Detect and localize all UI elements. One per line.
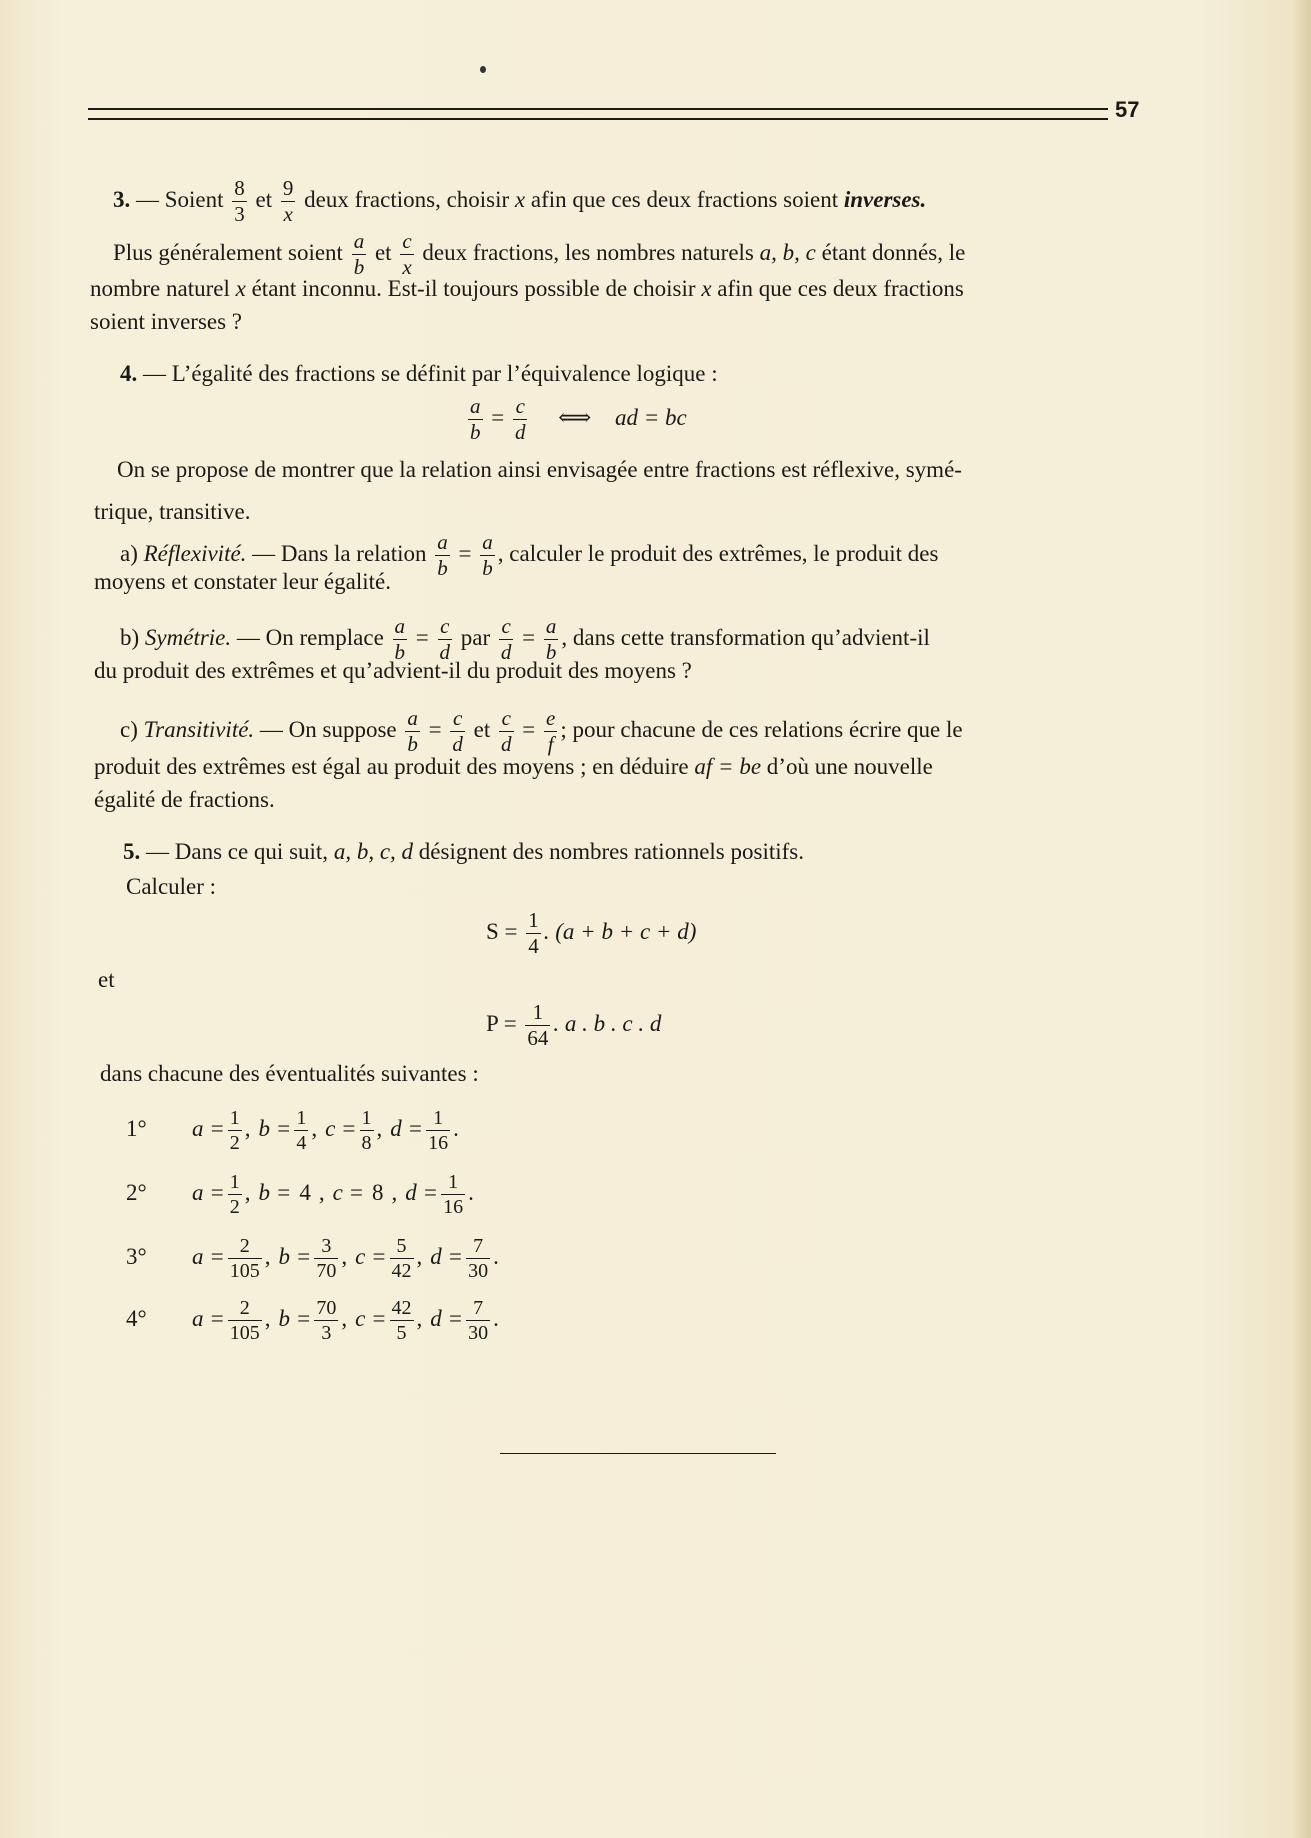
ex4-equivalence: $\frac{a}{b}$ = $\frac{c}{d}$ ⟺ ad = bc [470,394,687,444]
case-row: 3° a = $\frac{2}{105}$ , b = $\frac{3}{70}$ , c = $\frac{5}{42}$ , d = $\frac{7}{30}$ . [126,1235,499,1282]
fraction-a-b: $\frac{a}{b}$ [353,229,365,279]
fraction: $\frac{7}{30}$ [468,1235,489,1282]
ink-speck [480,66,486,73]
fraction-9-x: $\frac{9}{x}$ [282,176,294,226]
end-rule [500,1453,776,1454]
fraction-8-3: $\frac{8}{3}$ [234,176,245,226]
ex5-formula-S: S = $\frac{1}{4}$ . (a + b + c + d) [486,908,697,958]
ex5-et: et [98,967,115,992]
fraction-c-x: $\frac{c}{x}$ [402,229,412,279]
fraction: $\frac{1}{2}$ [229,1107,240,1154]
case-row: 2° a = $\frac{1}{2}$ , b = 4 , c = 8 , d = $\frac{1}{16}$ . [126,1171,474,1218]
fraction: $\frac{1}{8}$ [361,1107,372,1154]
ex4-b-line2: du produit des extrêmes et qu’advient-il du produit des moyens ? [94,658,692,683]
case-label: 4° [126,1305,147,1331]
ex5-line1: 5. — Dans ce qui suit, a, b, c, d désignent des nombres rationnels positifs. [123,839,804,864]
fraction: $\frac{2}{105}$ [229,1297,260,1344]
fraction: $\frac{1}{16}$ [443,1171,464,1218]
fraction: $\frac{2}{105}$ [229,1235,260,1282]
ex4-c-line2: produit des extrêmes est égal au produit des moyens ; en déduire af = be d’où une nouvelle [94,754,933,779]
case-label: 1° [126,1115,147,1141]
ex4-a-line1: a) Réflexivité. — Dans la relation $\frac{a}{b}$ = $\frac{a}{b}$ , calculer le produit des extrêmes, le produit des [120,530,939,580]
ex3-line4: soient inverses ? [90,309,243,334]
ex4-p1: On se propose de montrer que la relation ainsi envisagée entre fractions est réflexive, symé- [117,457,962,482]
ex5-dans: dans chacune des éventualités suivantes : [100,1061,479,1086]
fraction: $\frac{1}{16}$ [428,1107,449,1154]
fraction: $\frac{1}{4}$ [296,1107,307,1154]
ex5-formula-P: P = $\frac{1}{64}$ . a . b . c . d [486,1000,662,1050]
ex3-line2: Plus généralement soient $\frac{a}{b}$ et $\frac{c}{x}$ deux fractions, les nombres naturels a, b, c étant donnés, le [113,229,966,279]
fraction: $\frac{42}{5}$ [391,1297,412,1344]
page-number: 57 [1115,97,1140,122]
fraction: $\frac{70}{3}$ [316,1297,337,1344]
ex4-c-line1: c) Transitivité. — On suppose $\frac{a}{b}$ = $\frac{c}{d}$ et $\frac{c}{d}$ = $\frac{e}{f}$ ; pour chacune de ces relations écrire que le [120,706,963,756]
case-label: 2° [126,1179,147,1205]
case-label: 3° [126,1243,147,1269]
case-row: 4° a = $\frac{2}{105}$ , b = $\frac{70}{3}$ , c = $\frac{42}{5}$ , d = $\frac{7}{30}$ . [126,1297,499,1344]
ex4-p2: trique, transitive. [94,499,251,524]
ex4-c-line3: égalité de fractions. [94,787,275,812]
fraction: $\frac{3}{70}$ [316,1235,337,1282]
ex3-line1: 3. — Soient $\frac{8}{3}$ et $\frac{9}{x}$ deux fractions, choisir x afin que ces deux fractions soient inverses. [113,176,927,226]
fraction: $\frac{5}{42}$ [391,1235,412,1282]
page-edge [1293,0,1311,1838]
fraction: $\frac{7}{30}$ [468,1297,489,1344]
ex4-b-line1: b) Symétrie. — On remplace $\frac{a}{b}$ = $\frac{c}{d}$ par $\frac{c}{d}$ = $\frac{a}{b}$ , dans cette transformation qu’advient-il [120,614,930,664]
ex4-a-line2: moyens et constater leur égalité. [94,569,391,594]
fraction: $\frac{1}{2}$ [229,1171,240,1218]
ex3-line3: nombre naturel x étant inconnu. Est-il toujours possible de choisir x afin que ces deux fractions [90,276,964,301]
ex4-line1: 4. — L’égalité des fractions se définit par l’équivalence logique : [120,361,718,386]
case-row: 1° a = $\frac{1}{2}$ , b = $\frac{1}{4}$ , c = $\frac{1}{8}$ , d = $\frac{1}{16}$ . [126,1107,459,1154]
ex5-calculer: Calculer : [126,874,217,899]
